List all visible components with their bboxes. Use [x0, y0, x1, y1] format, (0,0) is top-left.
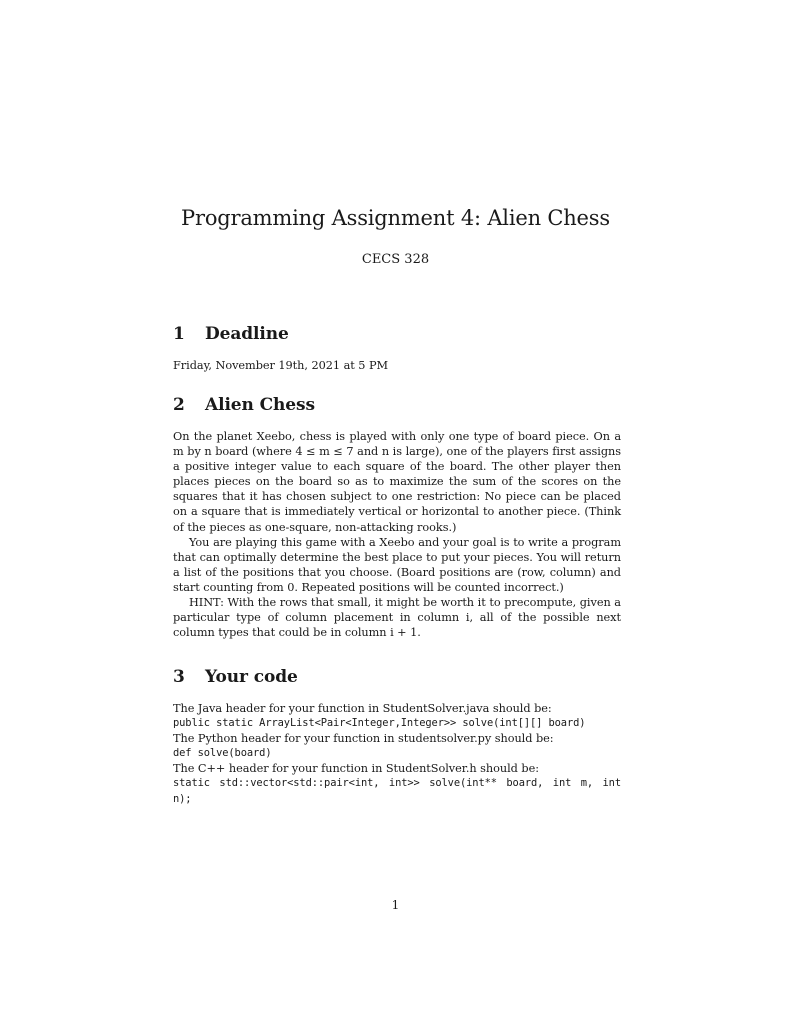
python-header-text: The Python header for your function in studentsolver.py should be:	[173, 732, 554, 746]
section-alien-chess	[173, 395, 621, 640]
python-code: def solve(board)	[173, 747, 272, 760]
section-body	[173, 701, 628, 807]
cpp-code: static std::vector<std::pair<int, int>> solve(int** board, int m, int n);	[173, 777, 628, 805]
section-heading	[173, 667, 621, 687]
java-code: public static ArrayList<Pair<Integer,Integer>> solve(int[][] board)	[173, 717, 586, 730]
java-header-text: The Java header for your function in StudentSolver.java should be:	[173, 702, 552, 715]
section-your-code	[173, 667, 628, 807]
section-number: 1	[173, 324, 185, 344]
section-deadline	[173, 324, 621, 373]
section-title: Alien Chess	[205, 395, 315, 415]
section-title: Your code	[205, 667, 298, 687]
course-code: CECS 328	[361, 252, 430, 267]
section-number: 2	[173, 395, 185, 415]
section-body	[173, 429, 621, 640]
section-heading	[173, 395, 621, 415]
section-heading	[173, 324, 621, 344]
paragraph: HINT: With the rows that small, it might be worth it to precompute, given a particular type of column placement in column i, all of the possible next column types that could be in column i + 1.	[173, 596, 621, 640]
cpp-header-text: The C++ header for your function in StudentSolver.h should be:	[173, 762, 539, 776]
deadline-text: Friday, November 19th, 2021 at 5 PM	[173, 359, 389, 372]
document-title: Programming Assignment 4: Alien Chess	[181, 206, 610, 230]
section-number: 3	[173, 667, 185, 687]
page-number: 1	[391, 898, 400, 912]
paragraph: On the planet Xeebo, chess is played with only one type of board piece. On a m by n board (where 4 ≤ m ≤ 7 and n is large), one of the players first assigns a positive integer value to each square of the board. The other player then places pieces on the board so as to maximize the sum of the scores on the squares that it has chosen subject to one restriction: No piece can be placed on a square that is immediately vertical or horizontal to another piece. (Think of the pieces as one-square, non-attacking rooks.)	[173, 430, 621, 534]
paragraph: You are playing this game with a Xeebo and your goal is to write a program that can optimally determine the best place to put your pieces. You will return a list of the positions that you choose. (Board positions are (row, column) and start counting from 0. Repeated positions will be counted incorrect.)	[173, 535, 621, 594]
section-title: Deadline	[205, 324, 289, 344]
